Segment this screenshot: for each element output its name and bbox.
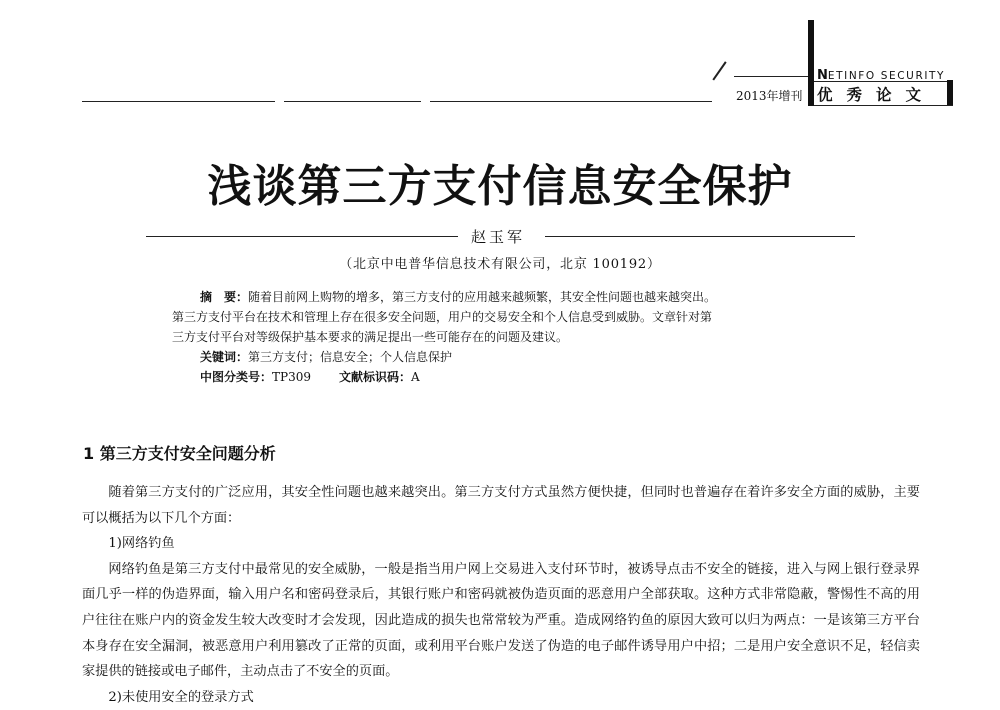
doc-code-label: 文献标识码：: [339, 370, 412, 384]
header-rule-2: [284, 101, 421, 102]
doc-code-value: A: [411, 370, 420, 384]
abstract-block: [172, 287, 872, 387]
article-title: 浅谈第三方支付信息安全保护: [207, 161, 793, 212]
header-bottom-rule: [814, 105, 953, 106]
column-label: 优秀论文: [817, 86, 936, 104]
clc-label: 中图分类号：: [200, 370, 273, 384]
classification-line: [172, 367, 872, 387]
paragraph-phishing: 网络钓鱼是第三方支付中最常见的安全威胁，一般是指当用户网上交易进入支付环节时，被诱导点击不安全的链接，进入与网上银行登录界面几乎一样的伪造界面，输入用户名和密码登录后，其银行账户和密码就被伪造页面的恶意用户全部获取。这种方式非常隐蔽，警惕性不高的用户往往在账户内的资金发生较大改变时才会发现，因此造成的损失也常常较为严重。造成网络钓鱼的原因大致可以归为两点：一是该第三方平台本身存在安全漏洞，被恶意用户利用篡改了正常的页面，或利用平台账户发送了伪造的电子邮件诱导用户中招；二是用户安全意识不足，轻信卖家提供的链接或电子邮件，主动点击了不安全的页面。: [82, 561, 920, 680]
header-rule-4: [734, 76, 808, 77]
header-slash: [712, 61, 726, 80]
body-text: [82, 480, 920, 710]
clc-value: TP309: [272, 370, 311, 384]
abstract-line-3: 三方支付平台对等级保护基本要求的满足提出一些可能存在的问题及建议。: [172, 330, 569, 344]
header-corner-block: [947, 80, 953, 105]
author-affiliation: （北京中电普华信息技术有限公司，北京 100192）: [339, 257, 661, 272]
section-heading: 1 第三方支付安全问题分析: [83, 444, 276, 463]
header-rule-1: [82, 101, 275, 102]
abstract-text-1: 随着目前网上购物的增多，第三方支付的应用越来越频繁，其安全性问题也越来越突出。: [248, 290, 717, 304]
subheading-login: 2)未使用安全的登录方式: [108, 689, 254, 705]
journal-brand-initial: N: [817, 68, 828, 83]
abstract-label: 摘 要：: [200, 290, 249, 304]
subheading-phishing: 1)网络钓鱼: [108, 536, 175, 552]
abstract-line-1: [172, 287, 872, 307]
keywords-label: 关键词：: [200, 350, 249, 364]
header-brand-rule: [814, 81, 948, 82]
author-name: 赵玉军: [471, 228, 526, 246]
journal-year-issue: 2013年增刊: [736, 89, 803, 103]
abstract-line-2: 第三方支付平台在技术和管理上存在很多安全问题，用户的交易安全和个人信息受到威胁。文章针对第: [172, 310, 713, 324]
author-rule-left: [146, 236, 458, 237]
keywords-line: [172, 347, 872, 367]
keywords-text: 第三方支付；信息安全；个人信息保护: [248, 350, 453, 364]
paragraph-intro: 随着第三方支付的广泛应用，其安全性问题也越来越突出。第三方支付方式虽然方便快捷，但同时也普遍存在着许多安全方面的威胁，主要可以概括为以下几个方面：: [82, 485, 920, 526]
author-rule-right: [545, 236, 855, 237]
journal-brand-rest: ETINFO SECURITY: [827, 70, 946, 82]
header-vertical-bar: [808, 20, 814, 106]
header-rule-3: [430, 101, 712, 102]
